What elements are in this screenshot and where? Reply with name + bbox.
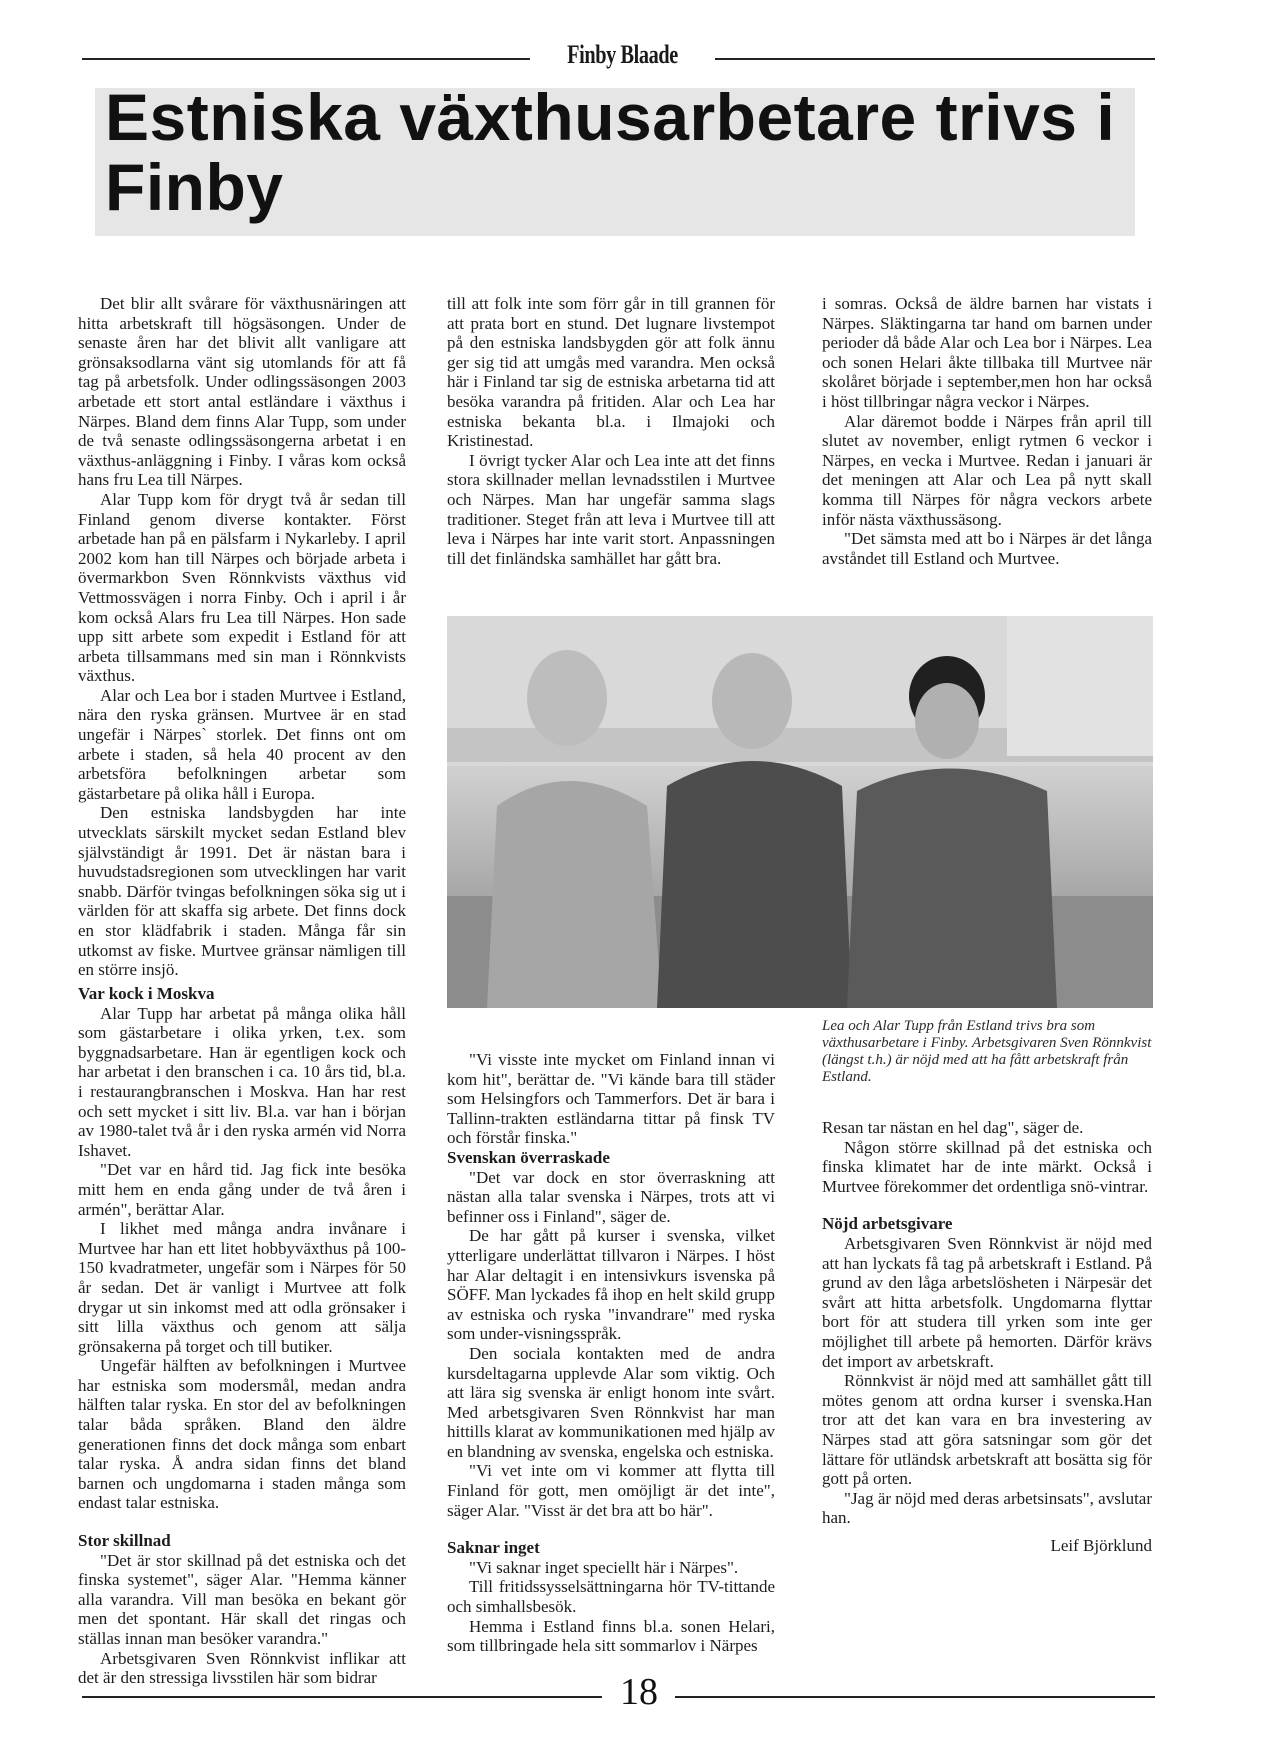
paragraph: till att folk inte som förr går in till grannen för att prata bort en stund. Det lugnare livstempot på den estniska landsbygden gör att folk ännu ger sig tid att umgås med varandra. Men också här i Finland tar sig de estniska arbetarna tid att besöka varandra på fritiden. Alar och Lea har estniska bekanta bl.a. i Ilmajoki och Kristinestad.: [447, 294, 775, 451]
paragraph: Resan tar nästan en hel dag", säger de.: [822, 1118, 1084, 1137]
masthead-rule-left: [82, 58, 530, 60]
paragraph: "Det sämsta med att bo i Närpes är det långa avståndet till Estland och Murtvee.: [822, 529, 1152, 568]
article-column-2: [447, 294, 775, 568]
paragraph: Alar Tupp kom för drygt två år sedan till Finland genom diverse kontakter. Först arbetade han på en pälsfarm i Nykarleby. I april 2002 kom han till Närpes och började arbeta i övermarkbon Sven Rönnkvists växthus vid Vettmossvägen i norra Finby. Och i april i år kom också Alars fru Lea till Närpes. Hon sade upp sitt arbete som expedit i Estland för att arbeta tillsammans med sin man i Rönnkvists växthus.: [78, 489, 406, 686]
masthead: Finby Blaade: [567, 40, 678, 69]
photo-illustration: [447, 616, 1153, 1008]
paragraph: Arbetsgivaren Sven Rönnkvist inflikar att det är den stressiga livsstilen här som bidrar: [78, 1648, 406, 1688]
paragraph: I övrigt tycker Alar och Lea inte att det finns stora skillnader mellan levnadsstilen i Murtvee och Närpes. Man har ungefär samma slags traditioner. Steget från att leva i Murtvee till att leva i Närpes har inte varit stort. Anpassningen till det finländska samhället har gått bra.: [447, 450, 775, 568]
footer-rule-right: [675, 1696, 1155, 1698]
paragraph: Till fritidssysselsättningarna hör TV-tittande och simhallsbesök.: [447, 1577, 775, 1617]
article-column-1-lower: [78, 984, 406, 1688]
page-number: 18: [620, 1671, 658, 1713]
paragraph: Den sociala kontakten med de andra kursdeltagarna upplevde Alar som viktig. Och att lära sig svenska är enligt honom inte svårt. Med arbetsgivaren Sven Rönnkvist har man hittills klarat av kommunikationen med hjälp av en blandning av svenska, engelska och estniska.: [447, 1343, 775, 1461]
paragraph: Alar Tupp har arbetat på många olika håll som gästarbetare i olika yrken, t.ex. som byggnadsarbetare. Han är egentligen kock och har arbetat i den branschen i ca. 10 års tid, bl.a. i restaurangbranschen i Moskva. Han har rest och sett mycket i sitt liv. Bl.a. var han i början av 1980-talet två år i den ryska armén vid Norra Ishavet.: [78, 1003, 406, 1160]
byline: Leif Björklund: [1050, 1535, 1152, 1555]
footer-rule-left: [82, 1696, 602, 1698]
paragraph: "Det var dock en stor överraskning att nästan alla talar svenska i Närpes, trots att vi befinner oss i Finland", säger de.: [447, 1167, 775, 1226]
paragraph: "Det är stor skillnad på det estniska och det finska systemet", säger Alar. "Hemma känner alla varandra. Vill man besöka en bekant gör men det spontant. Här skall det ringas och ställas innan man besöker varandra.": [78, 1550, 406, 1648]
article-column-3: [822, 294, 1152, 568]
subheading-svenskan: Svenskan överraskade: [447, 1147, 610, 1167]
article-column-2-lower: [447, 1050, 775, 1656]
paragraph: "Vi saknar inget speciellt här i Närpes".: [469, 1557, 739, 1577]
paragraph: Alar och Lea bor i staden Murtvee i Estland, nära den ryska gränsen. Murtvee är en stad ungefär i Närpes` storlek. Det finns ont om arbete i staden, så hela 40 procent av den arbetsföra befolkningen arbetar som gästarbetare på olika håll i Europa.: [78, 685, 406, 803]
article-column-1: [78, 294, 406, 980]
article-photo: [447, 616, 1153, 1008]
subheading-saknar: Saknar inget: [447, 1538, 540, 1558]
paragraph: I likhet med många andra invånare i Murtvee har han ett litet hobbyväxthus på 100-150 kvadratmeter, ungefär som i Närpes för 50 år sedan. Det är vanligt i Murtvee att folk drygar ut sin inkomst med att odla grönsaker i sitt lilla växthus och genom att sälja grönsakerna på torget och till butiker.: [78, 1219, 406, 1356]
article-headline: Estniska växthusarbetare trivs i Finby: [105, 80, 1116, 224]
paragraph: De har gått på kurser i svenska, vilket ytterligare underlättat tillvaron i Närpes. I höst har Alar deltagit i en intensivkurs isvenska på SÖFF. Man lyckades få ihop en helt skild grupp av estniska och ryska "invandrare" med ryska som under-visningsspråk.: [447, 1226, 775, 1344]
paragraph: Alar däremot bodde i Närpes från april till slutet av november, enligt rytmen 6 veckor i Närpes, en vecka i Murtvee. Redan i januari är det meningen att Alar och Lea på nytt skall komma till Närpes för några veckors arbete inför nästa växthussäsong.: [822, 411, 1152, 529]
masthead-rule-right: [715, 58, 1155, 60]
paragraph: Det blir allt svårare för växthusnäringen att hitta arbetskraft till högsäsongen. Under de senaste åren har det blivit allt vanligare att grönsaksodlarna vänt sig utomlands för att få tag på arbetsfolk. Under odlingssäsongen 2003 arbetade ett stort antal estländare i växthus i Närpes. Bland dem finns Alar Tupp, som under de två senaste odlingssäsongerna arbetat i en växthus-anläggning i Finby. I våras kom också hans fru Lea till Närpes.: [78, 294, 406, 490]
paragraph: "Vi visste inte mycket om Finland innan vi kom hit", berättar de. "Vi kände bara till städer som Helsingfors och Tammerfors. Det är bara i Tallinn-trakten estländarna tittar på finsk TV och förstår finska.": [447, 1050, 775, 1148]
article-column-3-lower: [822, 1118, 1152, 1555]
subheading-nojd: Nöjd arbetsgivare: [822, 1214, 953, 1234]
subheading-skillnad: Stor skillnad: [78, 1531, 171, 1551]
paragraph: Arbetsgivaren Sven Rönnkvist är nöjd med att han lyckats få tag på arbetskraft i Estland. På grund av den låga arbetslösheten i Närpesär det svårt att hitta arbetsfolk. Ungdomarna flyttar bort för att studera till yrken som inte ger möjlighet till arbete på hemorten. Därför krävs det import av arbetskraft.: [822, 1233, 1152, 1371]
paragraph: Hemma i Estland finns bl.a. sonen Helari, som tillbringade hela sitt sommarlov i Närpes: [447, 1616, 775, 1656]
subheading-kock: Var kock i Moskva: [78, 984, 215, 1003]
photo-caption: Lea och Alar Tupp från Estland trivs bra som växthusarbetare i Finby. Arbetsgivaren Sven Rönnkvist (längst t.h.) är nöjd med att ha fått arbetskraft från Estland.: [822, 1018, 1152, 1085]
paragraph: Rönnkvist är nöjd med att samhället gått till mötes genom att ordna kurser i svenska.Han tror att det kan vara en bra investering av Närpes stad att göra satsningar som gör det lättare för utländsk arbetskraft att bosätta sig för gott på orten.: [822, 1371, 1152, 1489]
paragraph: Ungefär hälften av befolkningen i Murtvee har estniska som modersmål, medan andra hälften talar ryska. En stor del av befolkningen talar båda språken. Bland den äldre generationen finns det dock många som enbart talar ryska. Å andra sidan finns det bland barnen och ungdomarna i staden många som endast talar estniska.: [78, 1356, 406, 1513]
paragraph: i somras. Också de äldre barnen har vistats i Närpes. Släktingarna tar hand om barnen under perioder då både Alar och Lea bor i Närpes. Lea och sonen Helari åkte tillbaka till Murtvee när skolåret började i september,men hon har också i höst tillbringar några veckor i Närpes.: [822, 294, 1152, 411]
paragraph: Den estniska landsbygden har inte utvecklats särskilt mycket sedan Estland blev självständigt år 1991. Det är nästan bara i huvudstadsregionen som utvecklingen har varit snabb. Därför tvingas befolkningen söka sig ut i världen för att skaffa sig arbete. Det finns dock en stor klädfabrik i staden. Många får sin utkomst av fiske. Murtvee gränsar nämligen till en större insjö.: [78, 803, 406, 980]
paragraph: "Det var en hård tid. Jag fick inte besöka mitt hem en enda gång under de två åren i armén", berättar Alar.: [78, 1160, 406, 1219]
paragraph: "Jag är nöjd med deras arbetsinsats", avslutar han.: [822, 1488, 1152, 1528]
paragraph: "Vi vet inte om vi kommer att flytta till Finland för gott, men omöjligt är det inte", säger Alar. "Visst är det bra att bo här".: [447, 1461, 775, 1520]
paragraph: Någon större skillnad på det estniska och finska klimatet har de inte märkt. Också i Murtvee förekommer det ordentliga snö-vintrar.: [822, 1137, 1152, 1196]
